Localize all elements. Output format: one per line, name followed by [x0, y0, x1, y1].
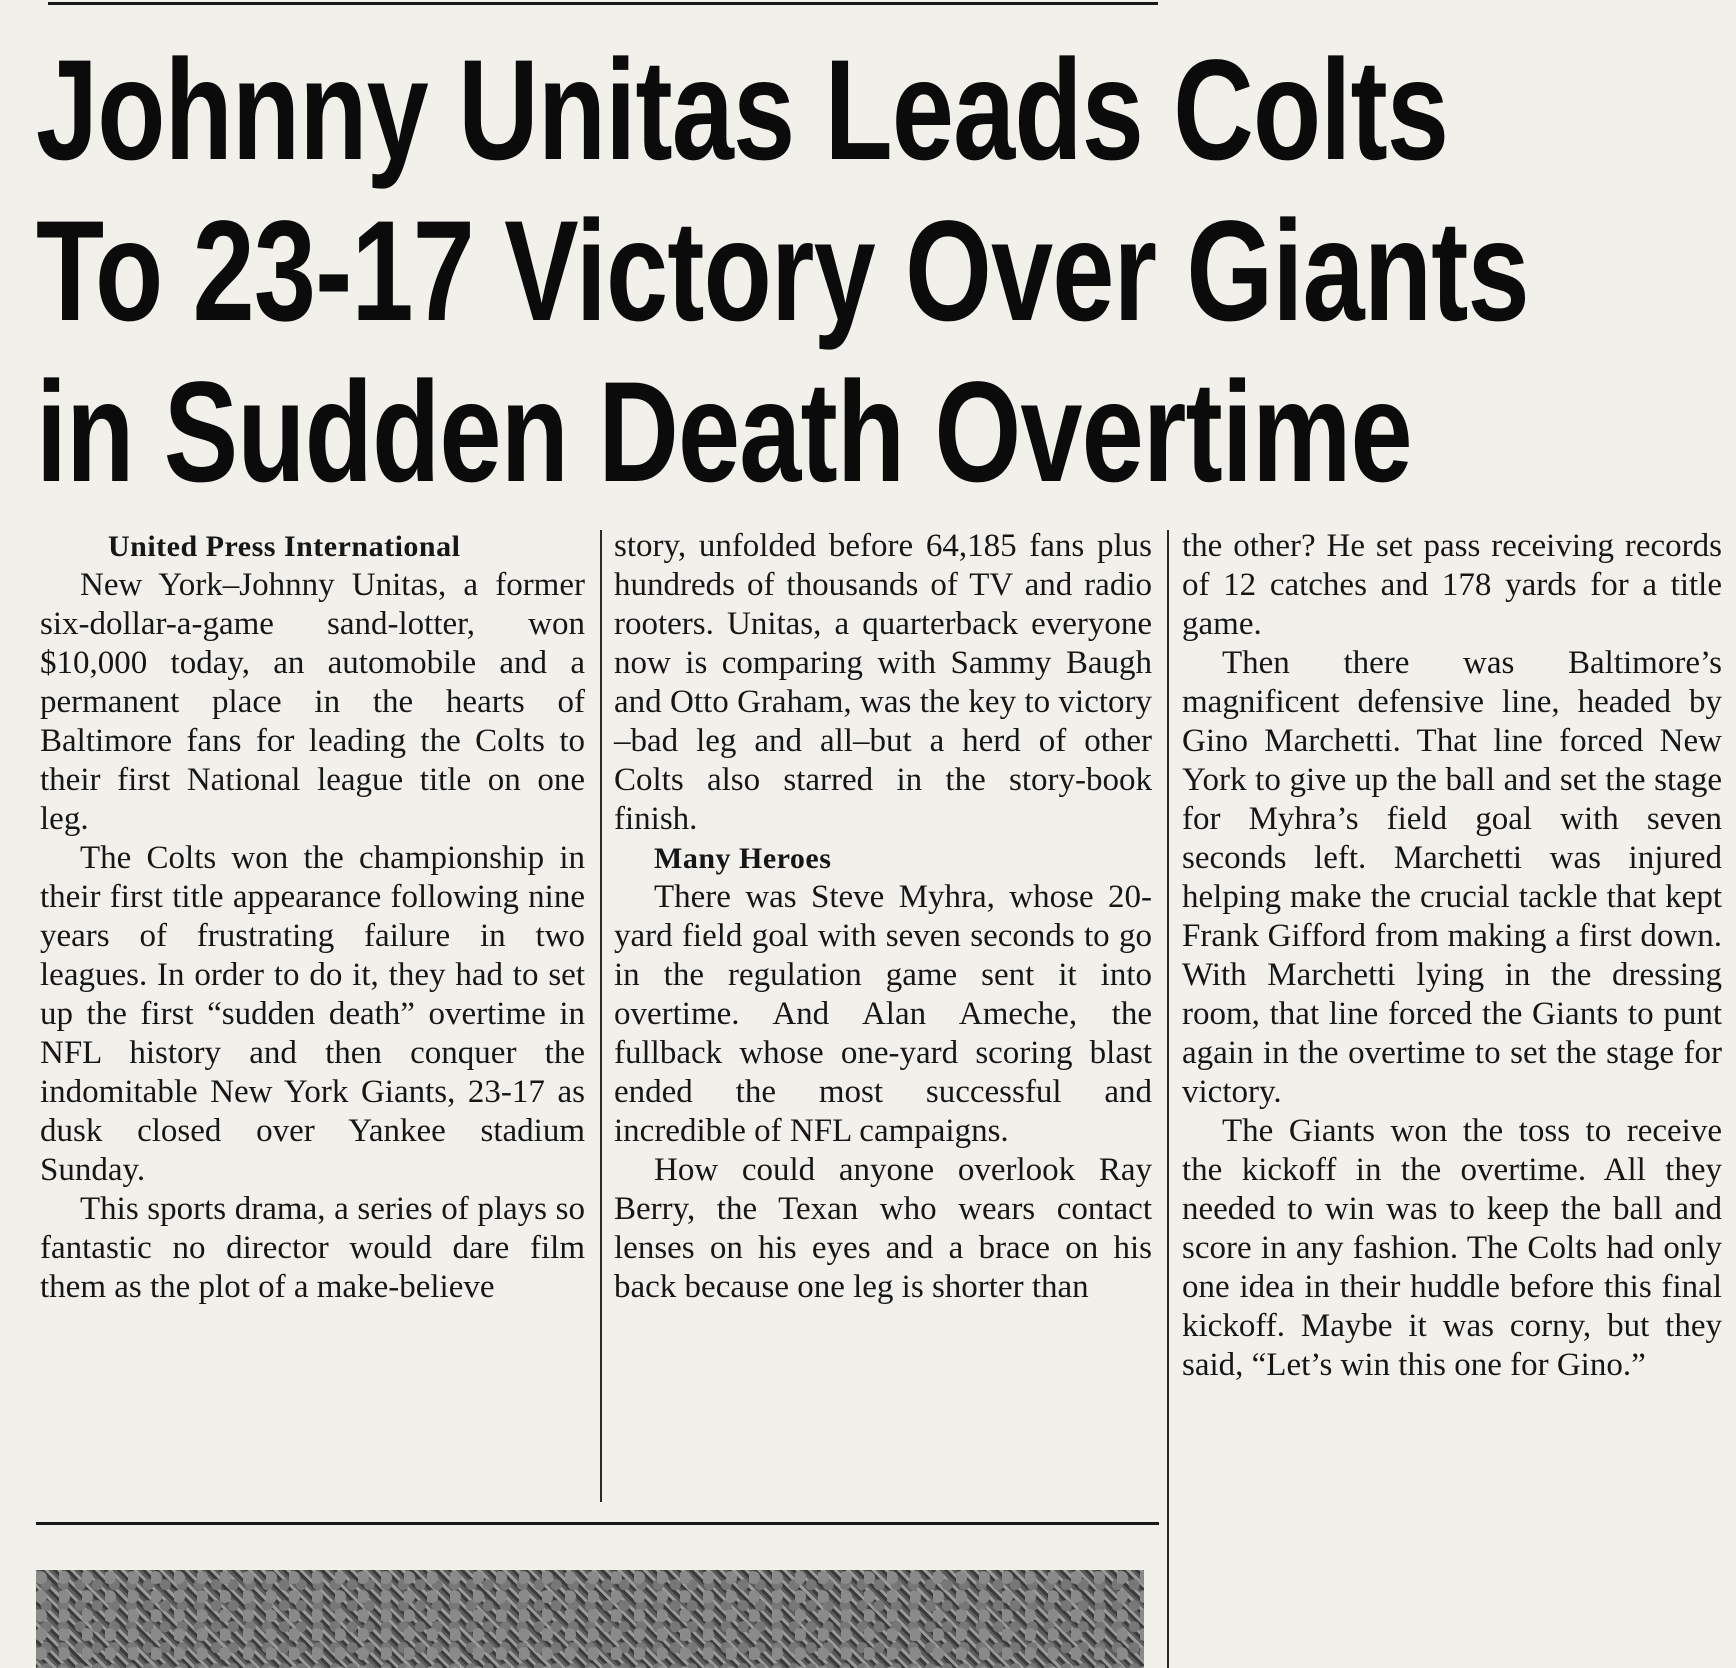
paragraph-3-start: This sports drama, a series of plays so fantastic no director would dare film them as the plot of a make-believe [40, 1191, 585, 1305]
headline-line-2: To 23-17 Victory Over Giants [36, 192, 1529, 351]
headline-line-1: Johnny Unitas Leads Colts [36, 31, 1449, 190]
paragraph-4: There was Steve Myhra, whose 20-yard field goal with seven seconds to go in the regulation game sent it into overtime. And Alan Ameche, the fullback whose one-yard scoring blast ended the most successful and incredible of NFL campaigns. [614, 879, 1152, 1149]
column-divider-1 [600, 530, 602, 1502]
top-rule [48, 2, 1158, 5]
article-column-3 [1182, 527, 1722, 1385]
headline-line-3: in Sudden Death Overtime [36, 353, 1412, 512]
paragraph-3-continued: story, unfolded before 64,185 fans plus hundreds of thousands of TV and radio rooters. Unitas, a quarterback everyone now is comparing with Sammy Baugh and Otto Graham, was the key to victory –bad leg and all–but a herd of other Colts also starred in the story-book finish. [614, 528, 1152, 837]
subhead: Many Heroes [654, 842, 832, 875]
bottom-rule [36, 1522, 1159, 1525]
byline: United Press International [108, 530, 461, 563]
article-column-2 [614, 527, 1152, 1307]
column-divider-2 [1167, 530, 1169, 1668]
paragraph-5-start: How could anyone overlook Ray Berry, the Texan who wears contact lenses on his eyes and a brace on his back because one leg is shorter than [614, 1152, 1152, 1305]
article-column-1 [40, 527, 585, 1307]
paragraph-2: The Colts won the championship in their first title appearance following nine years of frustrating failure in two leagues. In order to do it, they had to set up the first “sudden death” overtime in NFL history and then conquer the indomitable New York Giants, 23-17 as dusk closed over Yankee stadium Sunday. [40, 840, 585, 1188]
paragraph-1: New York–Johnny Unitas, a former six-dollar-a-game sand-lotter, won $10,000 today, an automobile and a permanent place in the hearts of Baltimore fans for leading the Colts to their first National league title on one leg. [40, 567, 585, 837]
paragraph-7: The Giants won the toss to receive the kickoff in the overtime. All they needed to win was to keep the ball and score in any fashion. The Colts had only one idea in their huddle before this final kickoff. Maybe it was corny, but they said, “Let’s win this one for Gino.” [1182, 1113, 1722, 1383]
headline [36, 30, 1529, 513]
halftone-photo [36, 1570, 1144, 1668]
paragraph-6: Then there was Baltimore’s magnificent defensive line, headed by Gino Marchetti. That line forced New York to give up the ball and set the stage for Myhra’s field goal with seven seconds left. Marchetti was injured helping make the crucial tackle that kept Frank Gifford from making a first down. With Marchetti lying in the dressing room, that line forced the Giants to punt again in the overtime to set the stage for victory. [1182, 645, 1722, 1110]
paragraph-5-continued: the other? He set pass receiving records of 12 catches and 178 yards for a title game. [1182, 528, 1722, 642]
